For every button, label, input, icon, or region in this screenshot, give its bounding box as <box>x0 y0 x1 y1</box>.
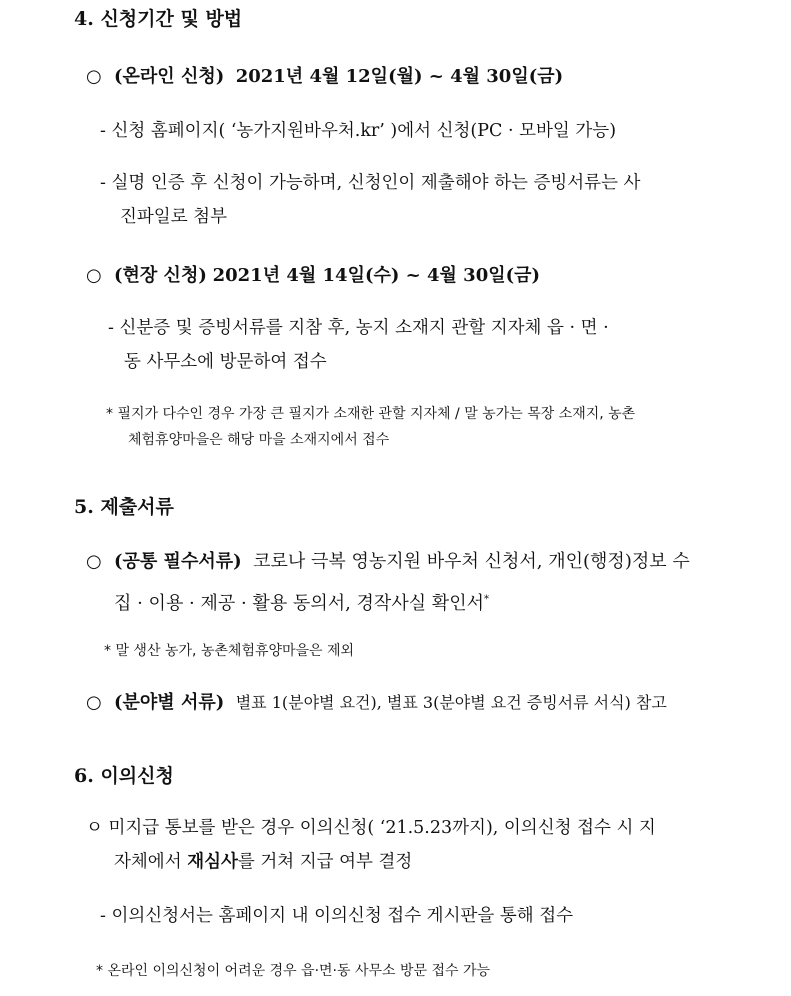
onsite-period: 2021년 4월 14일(수) ~ 4월 30일(금) <box>212 265 541 286</box>
common-label: (공통 필수서류) <box>114 551 242 572</box>
online-detail-2-line1: - 실명 인증 후 신청이 가능하며, 신청인이 제출해야 하는 증빙서류는 사 <box>100 173 641 193</box>
onsite-note-line1: * 필지가 다수인 경우 가장 큰 필지가 소재한 관할 지자체 / 말 농가는 목장 소재지, 농촌 <box>106 406 636 422</box>
field-text: 별표 1(분야별 요건), 별표 3(분야별 요건 증빙서류 서식) 참고 <box>235 693 667 712</box>
onsite-detail-line2: 동 사무소에 방문하여 접수 <box>124 352 327 372</box>
objection-line2-post: 를 거쳐 지급 여부 결정 <box>237 852 413 872</box>
objection-detail: - 이의신청서는 홈페이지 내 이의신청 접수 게시판을 통해 접수 <box>100 906 574 926</box>
objection-main-line2 <box>114 852 412 873</box>
objection-main-line1: ㅇ 미지급 통보를 받은 경우 이의신청( ‘21.5.23까지), 이의신청 접수 시 지 <box>86 818 656 838</box>
bullet-circle: ○ <box>86 692 102 713</box>
bullet-circle: ○ <box>86 66 102 87</box>
online-label: (온라인 신청) <box>114 66 225 87</box>
field-label: (분야별 서류) <box>114 692 225 713</box>
online-period: 2021년 4월 12일(월) ~ 4월 30일(금) <box>235 66 564 87</box>
online-detail-1: - 신청 홈페이지( ‘농가지원바우처.kr’ )에서 신청(PC · 모바일 가능) <box>100 121 617 141</box>
reexamination-text: 재심사 <box>187 852 238 872</box>
bullet-circle: ○ <box>86 265 102 286</box>
section-heading-4: 4. 신청기간 및 방법 <box>74 8 243 30</box>
onsite-detail-line1: - 신분증 및 증빙서류를 지참 후, 농지 소재지 관할 지자체 읍 · 면 · <box>108 318 609 338</box>
bullet-circle: ○ <box>86 551 102 572</box>
onsite-application-item <box>86 265 540 287</box>
objection-line2-pre: 자체에서 <box>114 852 188 872</box>
section-heading-5: 5. 제출서류 <box>74 496 174 518</box>
online-detail-2-line2: 진파일로 첨부 <box>120 207 227 227</box>
online-application-item <box>86 66 563 88</box>
common-text-line2-wrap <box>114 593 489 615</box>
common-note: * 말 생산 농가, 농촌체험휴양마을은 제외 <box>104 643 355 659</box>
common-text-line1: 코로나 극복 영농지원 바우처 신청서, 개인(행정)정보 수 <box>253 551 690 572</box>
onsite-label: (현장 신청) <box>114 265 207 286</box>
footnote-mark: * <box>483 594 489 605</box>
common-documents-item <box>86 551 690 573</box>
common-text-line2: 집 · 이용 · 제공 · 활용 동의서, 경작사실 확인서 <box>114 593 484 614</box>
onsite-note-line2: 체험휴양마을은 해당 마을 소재지에서 접수 <box>128 432 390 448</box>
field-documents-item <box>86 692 667 714</box>
section-heading-6: 6. 이의신청 <box>74 765 174 787</box>
objection-note: * 온라인 이의신청이 어려운 경우 읍·면·동 사무소 방문 접수 가능 <box>96 963 491 979</box>
